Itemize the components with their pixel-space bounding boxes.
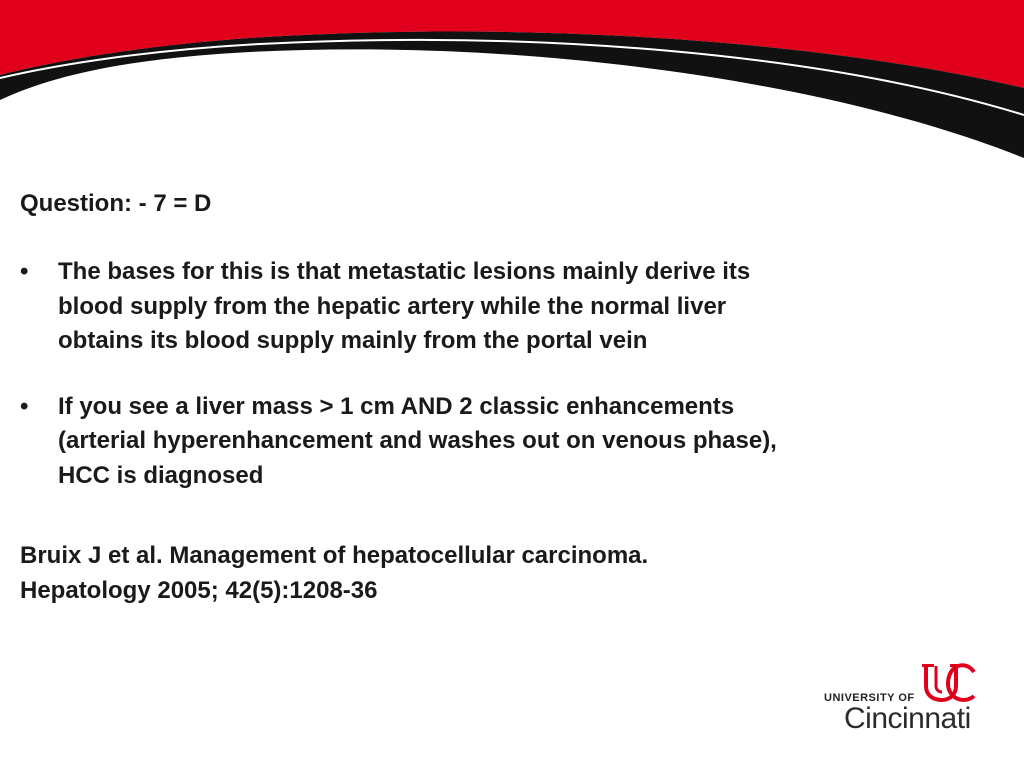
uc-monogram-icon — [920, 660, 976, 704]
bullet-line: (arterial hyperenhancement and washes out on venous phase), — [58, 427, 777, 454]
bullet-line: The bases for this is that metastatic lesions mainly derive its — [58, 258, 751, 285]
bullet-line: obtains its blood supply mainly from the portal vein — [58, 327, 648, 354]
logo-university-of: UNIVERSITY OF — [824, 692, 915, 704]
question-heading: Question: - 7 = D — [20, 190, 212, 217]
bullet-item-blood-supply — [20, 255, 1000, 359]
bullet-line: If you see a liver mass > 1 cm AND 2 classic enhancements — [58, 392, 735, 420]
bullet-item-hcc-criteria — [20, 390, 1000, 494]
citation-line: Bruix J et al. Management of hepatocellular carcinoma. — [20, 542, 649, 569]
slide-content — [20, 186, 1000, 608]
citation-line: Hepatology 2005; 42(5):1208-36 — [20, 576, 378, 604]
bullet-list — [20, 255, 1000, 493]
header-swoosh-band — [0, 0, 1024, 170]
logo-cincinnati: Cincinnati — [844, 702, 971, 735]
bullet-line: blood supply from the hepatic artery while the normal liver — [58, 292, 727, 320]
bullet-marker: • — [20, 392, 29, 420]
citation — [20, 539, 1000, 608]
university-logo — [818, 660, 978, 738]
bullet-marker: • — [20, 258, 29, 285]
bullet-line: HCC is diagnosed — [58, 461, 264, 489]
